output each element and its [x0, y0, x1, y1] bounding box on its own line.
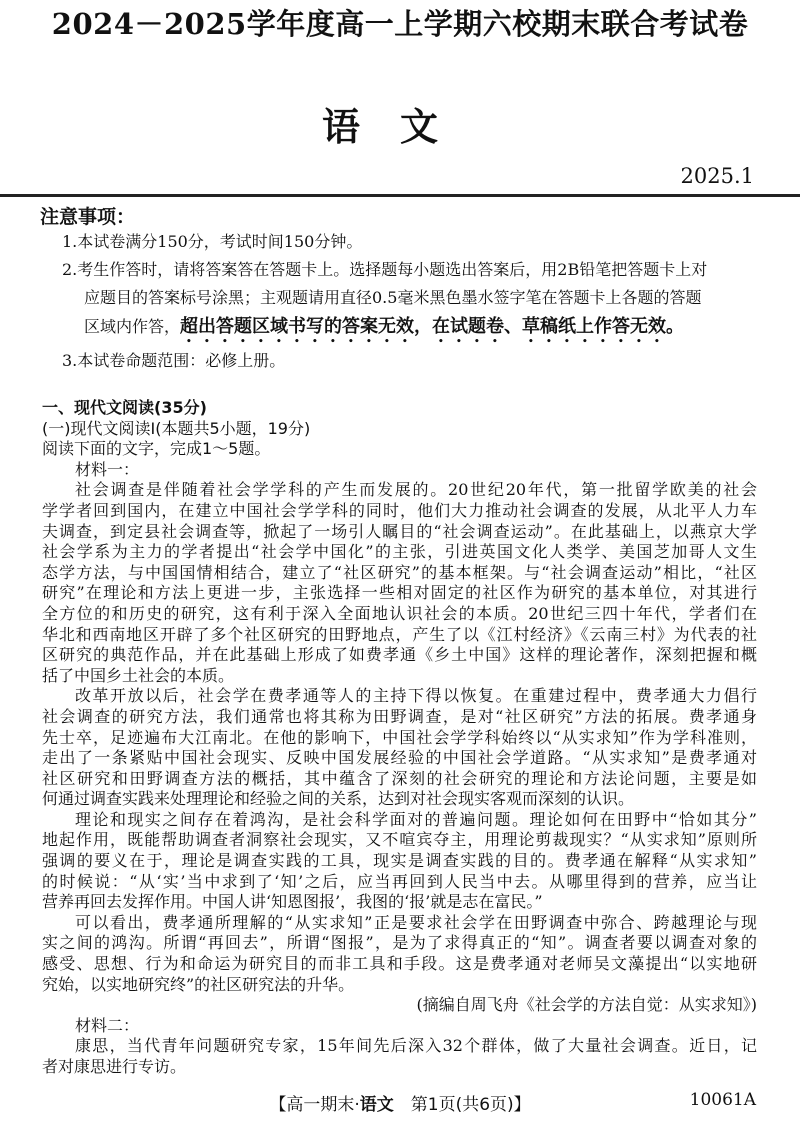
notice-item-3: 3.本试卷命题范围：必修上册。	[62, 351, 286, 370]
text-line: 学学者回到国内，在建立中国社会学学科的同时，他们大力推动社会调查的发展，从北平人力车	[42, 500, 757, 520]
source-citation: (摘编自周飞舟《社会学的方法自觉：从实求知》)	[416, 995, 757, 1015]
text-line: 研究”在理论和方法上更进一步，主张选择一些相对固定的社区作为研究的基本单位，对其进行	[42, 583, 757, 603]
text-line: 夫调查，到定县社会调查等，掀起了一场引人瞩目的“社会调查运动”。在此基础上，以燕京大学	[42, 521, 757, 541]
text-line: 括了中国乡土社会的本质。	[42, 665, 235, 685]
subject-title: 语文	[321, 104, 478, 149]
page-footer	[0, 1090, 800, 1115]
notice-item-2-line-2: 应题目的答案标号涂黑；主观题请用直径0.5毫米黑色墨水签字笔在答题卡上各题的答题	[84, 288, 702, 307]
paragraph-3	[42, 810, 757, 913]
notice-item-2-line-1: 2.考生作答时，请将答案答在答题卡上。选择题每小题选出答案后，用2B铅笔把答题卡上对	[62, 260, 708, 279]
notice-list	[62, 228, 762, 375]
text-line: 究始，以实地研究终”的社区研究法的升华。	[42, 974, 355, 994]
exam-date: 2025.1	[680, 164, 754, 188]
text-line: 实之间的鸿沟。所谓“再回去”，所谓“图报”，是为了求得真正的“知”。调查者要以调查对象的	[42, 933, 757, 953]
exam-title: 2024－2025学年度高一上学期六校期末联合考试卷	[51, 7, 749, 41]
text-line: 者对康思进行专访。	[42, 1057, 187, 1076]
paragraph-1	[42, 480, 757, 686]
text-line: 社区研究和田野调查方法的概括，其中蕴含了深刻的社会研究的理论和方法论问题，主要是如	[42, 768, 757, 788]
paper-code: 10061A	[689, 1090, 756, 1110]
text-line: 先士卒，足迹遍布大江南北。在他的影响下，中国社会学学科始终以“从实求知”作为学科准则，	[42, 727, 757, 747]
text-line: 营养再回去发挥作用。中国人讲‘知恩图报’，我图的‘报’就是志在富民。”	[42, 892, 543, 912]
notice-text: 区域内作答，	[84, 317, 181, 336]
text-line: 走出了一条紧贴中国社会现实、反映中国发展经验的中国社会学道路。“从实求知”是费孝通对	[42, 748, 757, 768]
material-2-label: 材料二：	[75, 1015, 140, 1035]
text-line: 华北和西南地区开辟了多个社区研究的田野地点，产生了以《江村经济》《云南三村》为代表的社	[42, 624, 757, 644]
notice-heading: 注意事项：	[40, 206, 136, 228]
section-instruction: 阅读下面的文字，完成1～5题。	[42, 439, 271, 459]
text-line: 态学方法，与中国国情相结合，建立了“社区研究”的基本框架。与“社会调查运动”相比，“社区	[42, 562, 757, 582]
text-line: 社会学系为主力的学者提出“社会学中国化”的主张，引进英国文化人类学、美国芝加哥人文生	[42, 542, 757, 562]
header-divider	[0, 194, 800, 197]
section-heading: 一、现代文阅读(35分)	[42, 398, 207, 417]
footer-subject: 语文	[359, 1095, 394, 1115]
paragraph-4	[42, 913, 757, 995]
footer-label: 【高一期末·	[269, 1095, 360, 1115]
text-line: 全方位的和历史的研究，这有利于深入全面地认识社会的本质。20世纪三四十年代，学者们在	[42, 603, 757, 623]
notice-emphasis: 超出答题区域书写的答案无效，在试题卷、草稿纸上作答无效。	[180, 316, 685, 337]
notice-item-2-line-3	[62, 312, 762, 347]
paragraph-2	[42, 686, 757, 810]
text-line: 的时候说：“从‘实’当中求到了‘知’之后，应当再回到人民当中去。从哪里得到的营养，应当让	[42, 871, 757, 891]
text-line: 感受、思想、行为和命运为研究目的而非工具和手段。这是费孝通对老师吴文藻提出“以实地研	[42, 954, 757, 974]
section-subheading: (一)现代文阅读Ⅰ(本题共5小题，19分)	[42, 418, 311, 438]
text-line: 地起作用，既能帮助调查者洞察社会现实，又不喧宾夺主，用理论剪裁现实？“从实求知”原则所	[42, 830, 757, 850]
reading-section	[42, 398, 757, 1078]
text-line: 社会调查的研究方法，我们通常也将其称为田野调查，是对“社区研究”方法的拓展。费孝通身	[42, 706, 757, 726]
material-1-label: 材料一：	[75, 459, 140, 479]
text-line: 社会调查是伴随着社会学学科的产生而发展的。20世纪20年代，第一批留学欧美的社会	[75, 480, 757, 500]
text-line: 理论和现实之间存在着鸿沟，是社会科学面对的普遍问题。理论如何在田野中“恰如其分”	[75, 809, 757, 829]
text-line: 康思，当代青年问题研究专家，15年间先后深入32个群体，做了大量社会调查。近日，记	[75, 1036, 757, 1056]
text-line: 可以看出，费孝通所理解的“从实求知”正是要求社会学在田野调查中弥合、跨越理论与现	[75, 912, 757, 932]
notice-item-1: 1.本试卷满分150分，考试时间150分钟。	[62, 232, 363, 251]
text-line: 何通过调查实践来处理理论和经验之间的关系，达到对社会现实客观而深刻的认识。	[42, 789, 635, 809]
text-line: 改革开放以后，社会学在费孝通等人的主持下得以恢复。在重建过程中，费孝通大力倡行	[75, 686, 757, 706]
text-line: 强调的要义在于，理论是调查实践的工具，现实是调查实践的目的。费孝通在解释“从实求知”	[42, 851, 757, 871]
paragraph-5	[42, 1036, 757, 1077]
footer-page: 第1页(共6页)】	[393, 1095, 531, 1115]
text-line: 区研究的典范作品，并在此基础上形成了如费孝通《乡土中国》这样的理论著作，深刻把握和概	[42, 645, 757, 665]
